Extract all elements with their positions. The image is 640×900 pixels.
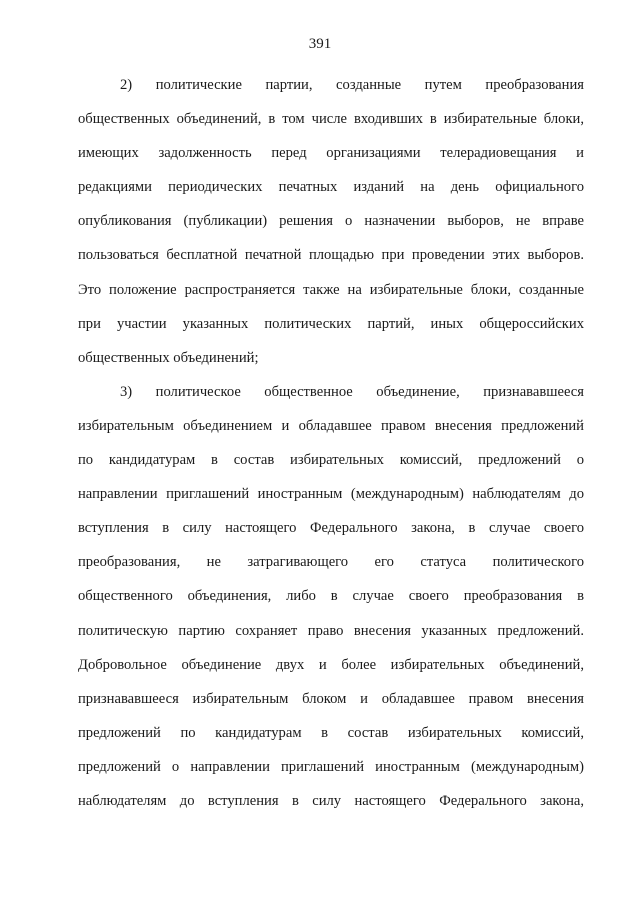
text-line: по кандидатурам в состав избирательных комиссий, предложений о [78,452,584,469]
text-line: имеющих задолженность перед организациями телерадиовещания и [78,145,584,162]
text-line: опубликования (публикации) решения о назначении выборов, не вправе [78,213,584,230]
text-line: 3) политическое общественное объединение, признававшееся [120,383,584,400]
document-body [78,68,584,818]
text-line: направлении приглашений иностранным (международным) наблюдателям до [78,486,584,503]
text-line: общественных объединений, в том числе входивших в избирательные блоки, [78,111,584,128]
text-line: Это положение распространяется также на избирательные блоки, созданные [78,281,584,298]
text-line: 2) политические партии, созданные путем преобразования [120,77,584,93]
text-line: политическую партию сохраняет право внесения указанных предложений. [78,622,584,639]
text-line: избирательным объединением и обладавшее правом внесения предложений [78,417,584,434]
page-number: 391 [308,36,332,52]
text-line: общественных объединений; [78,349,259,366]
text-line: редакциями периодических печатных изданий на день официального [78,179,584,196]
text-line: общественного объединения, либо в случае своего преобразования в [78,588,584,605]
text-line: признававшееся избирательным блоком и обладавшее правом внесения [78,690,584,707]
text-line: при участии указанных политических партий, иных общероссийских [78,315,584,332]
text-line: Добровольное объединение двух и более избирательных объединений, [78,656,584,673]
text-line: преобразования, не затрагивающего его статуса политического [78,554,584,571]
text-line: наблюдателям до вступления в силу настоящего Федерального закона, [78,792,584,809]
text-line: предложений о направлении приглашений иностранным (международным) [78,758,584,775]
text-line: вступления в силу настоящего Федерального закона, в случае своего [78,520,584,537]
text-line: пользоваться бесплатной печатной площадью при проведении этих выборов. [78,247,584,264]
text-line: предложений по кандидатурам в состав избирательных комиссий, [78,724,584,741]
